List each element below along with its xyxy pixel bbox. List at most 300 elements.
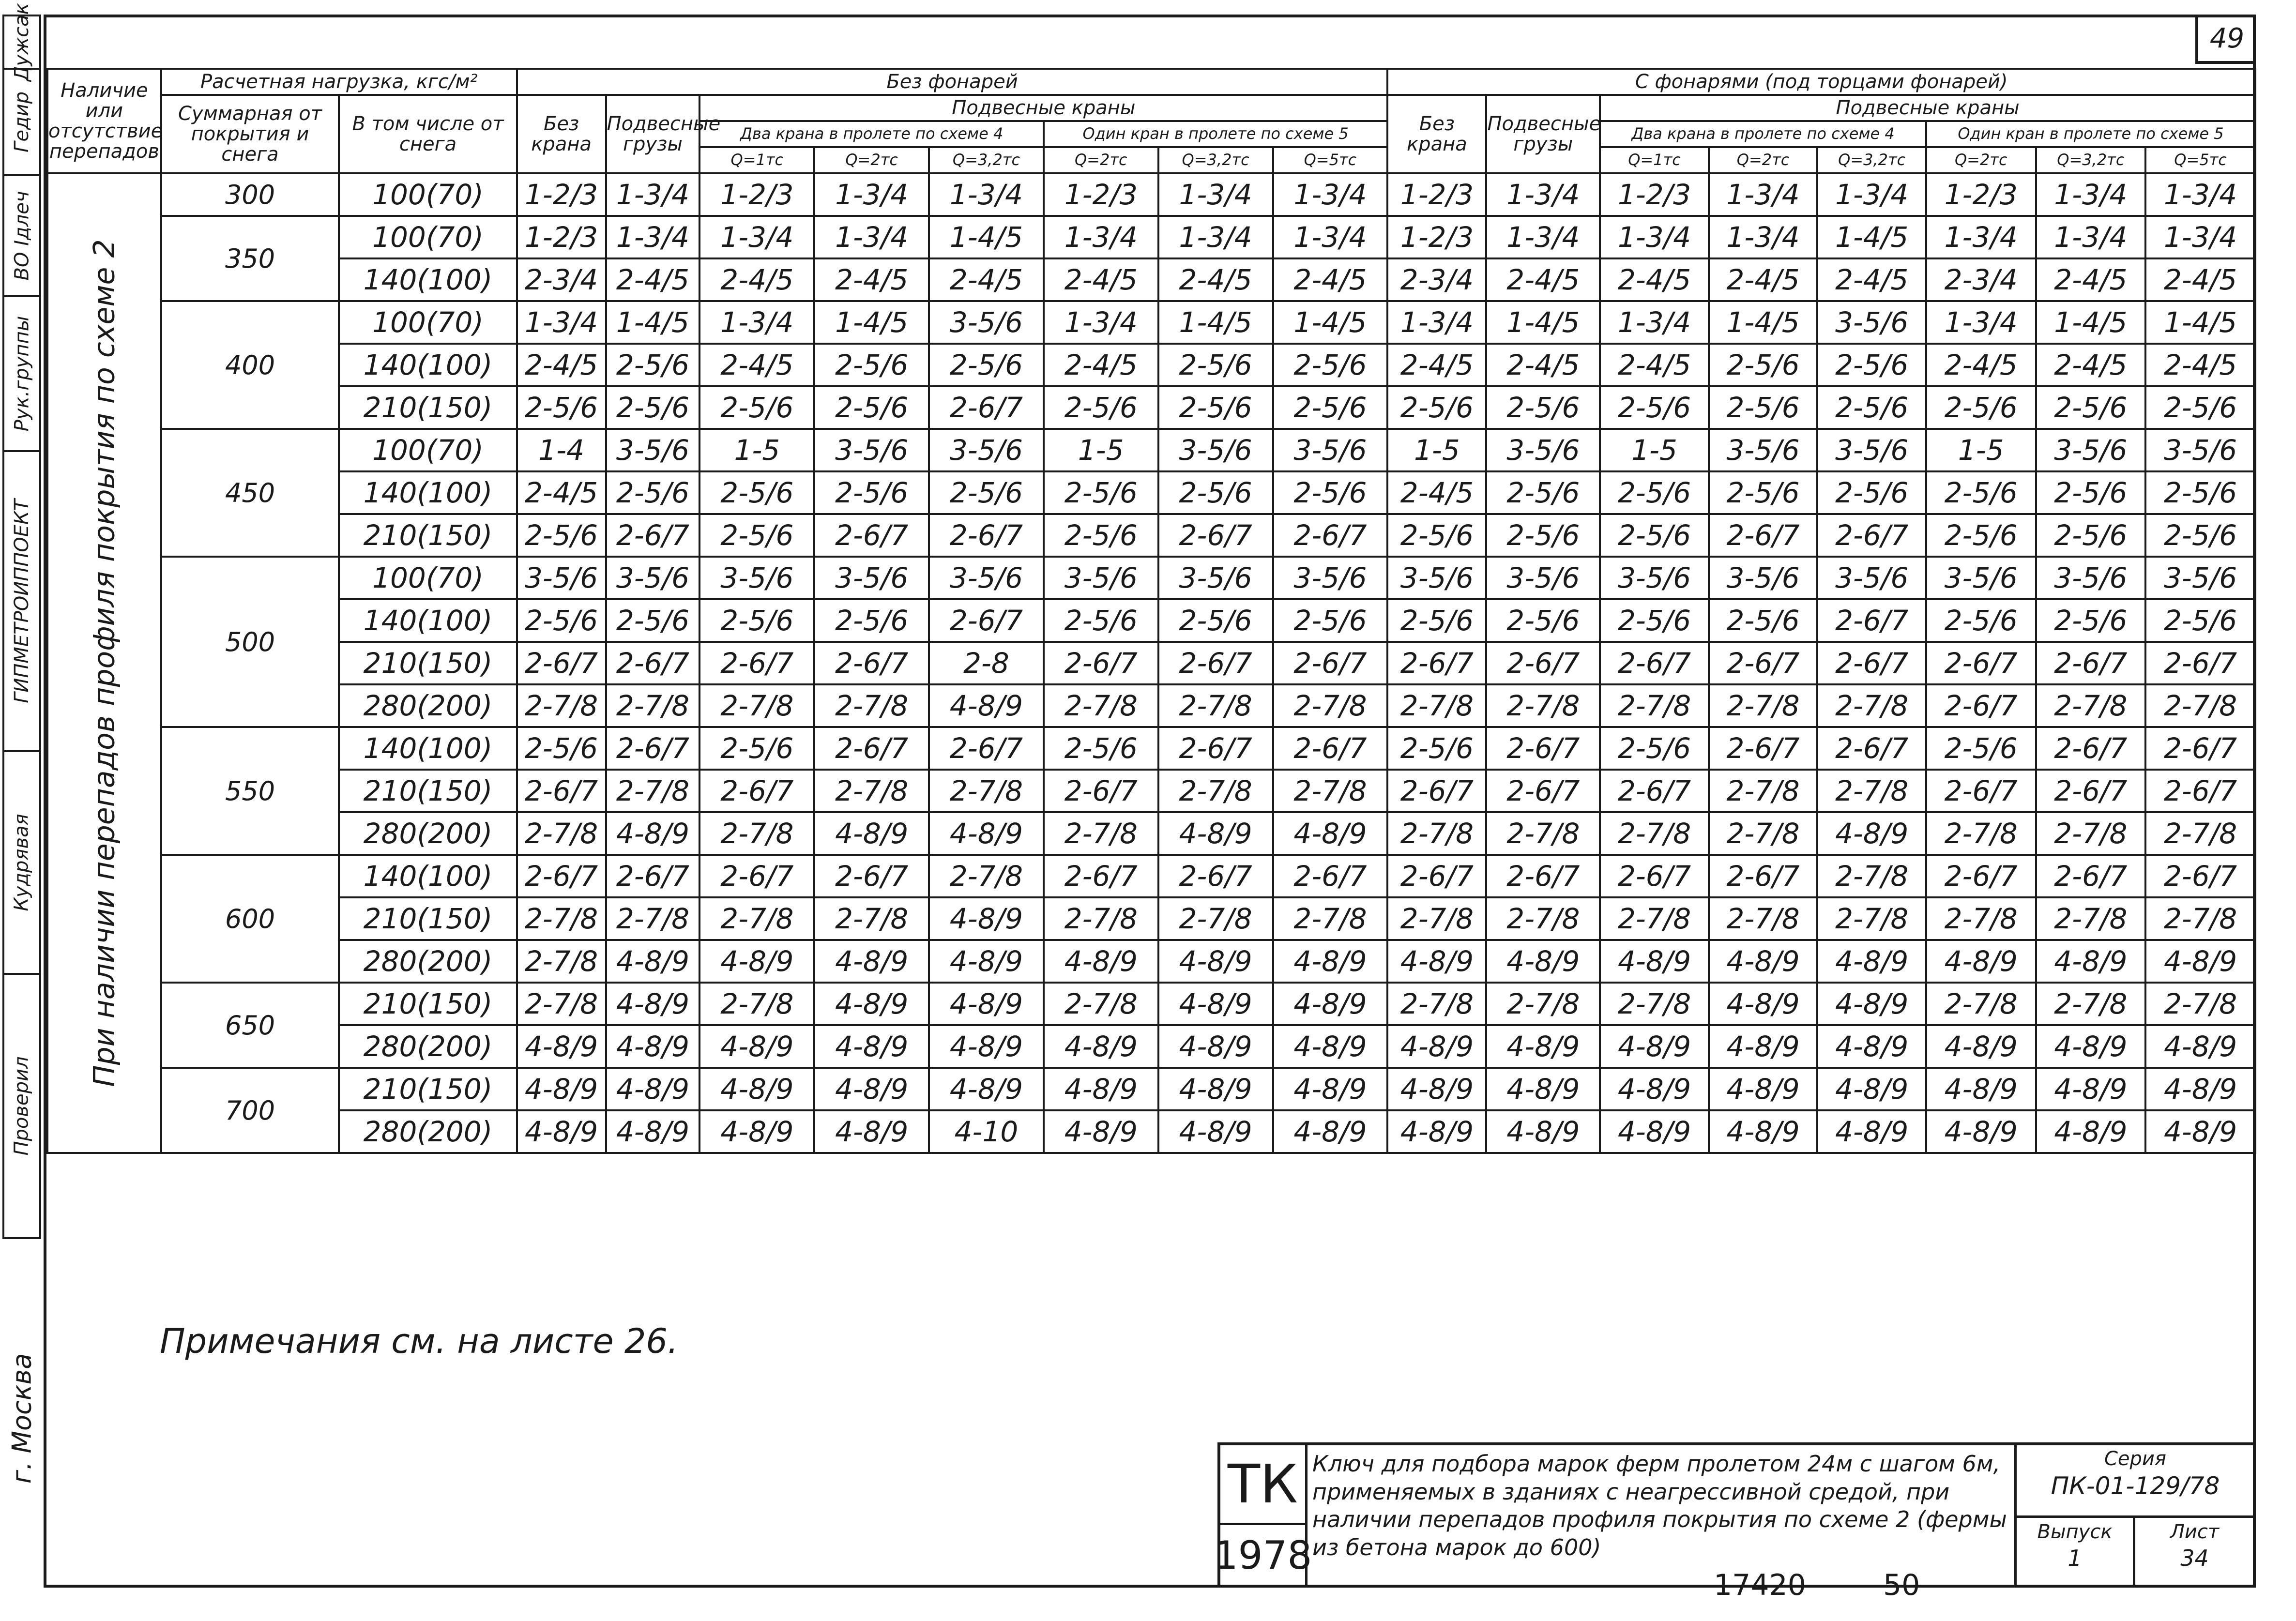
truss-grade-cell: 2-6/7 (606, 514, 700, 557)
truss-grade-cell: 4-8/9 (2036, 1068, 2146, 1110)
truss-grade-cell: 2-7/8 (1600, 983, 1709, 1025)
truss-grade-cell: 4-8/9 (2036, 1025, 2146, 1068)
truss-grade-cell: 2-6/7 (1926, 642, 2036, 684)
header-load: Расчетная нагрузка, кгс/м² (161, 69, 517, 95)
header-one-crane: Один кран в пролете по схеме 5 (1044, 121, 1387, 147)
truss-grade-cell: 2-6/7 (1926, 684, 2036, 727)
truss-grade-cell: 2-6/7 (1486, 727, 1600, 770)
truss-grade-cell: 1-3/4 (1709, 216, 1818, 258)
truss-grade-cell: 2-7/8 (2036, 983, 2146, 1025)
total-load-cell: 400 (161, 301, 339, 429)
series-value: ПК-01-129/78 (2051, 1472, 2220, 1500)
snow-load-cell: 100(70) (339, 557, 517, 599)
tk-mark: ТК (1220, 1445, 1308, 1525)
truss-grade-cell: 2-6/7 (1273, 642, 1388, 684)
truss-grade-cell: 1-2/3 (1387, 216, 1486, 258)
truss-grade-cell: 3-5/6 (1387, 557, 1486, 599)
truss-grade-cell: 2-5/6 (2036, 386, 2146, 429)
truss-grade-cell: 2-6/7 (1817, 642, 1926, 684)
truss-grade-cell: 4-8/9 (1817, 1110, 1926, 1153)
truss-grade-cell: 3-5/6 (1158, 429, 1273, 471)
truss-grade-cell: 2-7/8 (1387, 684, 1486, 727)
truss-grade-cell: 2-6/7 (1044, 770, 1158, 812)
truss-grade-cell: 2-7/8 (1817, 684, 1926, 727)
header-no-crane: Без крана (517, 95, 606, 173)
truss-grade-cell: 4-8/9 (1273, 1025, 1388, 1068)
truss-grade-cell: 2-6/7 (1926, 855, 2036, 897)
table-row (47, 983, 2255, 1025)
table-row (47, 386, 2255, 429)
table-row (47, 897, 2255, 940)
header-two-cranes: Два крана в пролете по схеме 4 (699, 121, 1043, 147)
truss-grade-cell: 2-6/7 (814, 855, 929, 897)
table-row (47, 855, 2255, 897)
snow-load-cell: 140(100) (339, 258, 517, 301)
truss-grade-cell: 2-5/6 (1387, 514, 1486, 557)
truss-grade-cell: 2-7/8 (606, 897, 700, 940)
truss-grade-cell: 2-7/8 (1387, 983, 1486, 1025)
truss-grade-cell: 2-5/6 (1273, 599, 1388, 642)
vertical-condition-label: При наличии перепадов профиля покрытия по схеме 2 (47, 173, 161, 1153)
truss-grade-cell: 4-8/9 (1817, 983, 1926, 1025)
sheet-description: Ключ для подбора марок ферм пролетом 24м с шагом 6м, применяемых в зданиях с неагрессивной средой, при наличии перепадов профиля покрытия по схеме 2 (фермы из бетона марок до 600) (1312, 1451, 2007, 1560)
total-load-cell: 700 (161, 1068, 339, 1153)
header-no-crane-2: Без крана (1387, 95, 1486, 173)
truss-grade-cell: 1-3/4 (699, 301, 814, 344)
truss-grade-cell: 1-5 (1926, 429, 2036, 471)
truss-grade-cell: 4-8/9 (517, 1068, 606, 1110)
truss-grade-cell: 2-6/7 (2145, 770, 2255, 812)
truss-grade-cell: 4-8/9 (1044, 1068, 1158, 1110)
crane-key-table (46, 68, 2256, 1154)
truss-grade-cell: 2-8 (929, 642, 1044, 684)
table-row (47, 642, 2255, 684)
truss-grade-cell: 2-7/8 (517, 983, 606, 1025)
truss-grade-cell: 2-7/8 (2145, 897, 2255, 940)
truss-grade-cell: 4-8/9 (814, 1068, 929, 1110)
truss-grade-cell: 2-7/8 (1273, 897, 1388, 940)
truss-grade-cell: 2-4/5 (1387, 344, 1486, 386)
truss-grade-cell: 2-7/8 (1817, 897, 1926, 940)
truss-grade-cell: 2-6/7 (2036, 642, 2146, 684)
truss-grade-cell: 2-5/6 (1044, 727, 1158, 770)
header-no-lanterns: Без фонарей (517, 69, 1388, 95)
truss-grade-cell: 4-8/9 (1817, 1068, 1926, 1110)
truss-grade-cell: 2-7/8 (1273, 684, 1388, 727)
truss-grade-cell: 2-7/8 (1158, 897, 1273, 940)
truss-grade-cell: 4-8/9 (1600, 1110, 1709, 1153)
truss-grade-cell: 3-5/6 (606, 429, 700, 471)
truss-grade-cell: 2-7/8 (929, 855, 1044, 897)
truss-grade-cell: 1-5 (1387, 429, 1486, 471)
truss-grade-cell: 4-8/9 (1486, 1068, 1600, 1110)
table-row (47, 216, 2255, 258)
truss-grade-cell: 1-3/4 (1486, 173, 1600, 216)
truss-grade-cell: 2-5/6 (1387, 599, 1486, 642)
truss-grade-cell: 2-5/6 (814, 471, 929, 514)
truss-grade-cell: 4-8/9 (1158, 983, 1273, 1025)
truss-grade-cell: 2-6/7 (2145, 642, 2255, 684)
truss-grade-cell: 1-3/4 (2145, 173, 2255, 216)
truss-grade-cell: 2-5/6 (814, 344, 929, 386)
truss-grade-cell: 4-8/9 (929, 1025, 1044, 1068)
truss-grade-cell: 1-4/5 (1709, 301, 1818, 344)
truss-grade-cell: 4-8/9 (814, 1025, 929, 1068)
truss-grade-cell: 2-4/5 (2036, 344, 2146, 386)
header-with-lanterns: С фонарями (под торцами фонарей) (1387, 69, 2255, 95)
truss-grade-cell: 1-2/3 (1600, 173, 1709, 216)
header-q-label: Q=2тс (1044, 147, 1158, 173)
truss-grade-cell: 4-8/9 (1817, 812, 1926, 855)
total-load-cell: 600 (161, 855, 339, 983)
footer-code: 17420 (1714, 1568, 1806, 1602)
footer-num: 50 (1883, 1568, 1920, 1602)
truss-grade-cell: 2-5/6 (517, 599, 606, 642)
truss-grade-cell: 2-4/5 (1486, 258, 1600, 301)
truss-grade-cell: 1-3/4 (1387, 301, 1486, 344)
truss-grade-cell: 2-4/5 (1044, 258, 1158, 301)
truss-grade-cell: 2-5/6 (1486, 599, 1600, 642)
header-hanging-loads: Подвесные грузы (606, 95, 700, 173)
truss-grade-cell: 4-8/9 (2036, 1110, 2146, 1153)
table-row (47, 1110, 2255, 1153)
truss-grade-cell: 2-7/8 (1387, 812, 1486, 855)
truss-grade-cell: 3-5/6 (1817, 301, 1926, 344)
truss-grade-cell: 2-5/6 (1486, 386, 1600, 429)
truss-grade-cell: 4-8/9 (1709, 1025, 1818, 1068)
truss-grade-cell: 1-3/4 (2036, 173, 2146, 216)
total-load-cell: 300 (161, 173, 339, 216)
truss-grade-cell: 3-5/6 (814, 557, 929, 599)
side-signature-strip (0, 3, 44, 1588)
truss-grade-cell: 2-5/6 (1158, 386, 1273, 429)
truss-grade-cell: 4-8/9 (699, 940, 814, 983)
truss-grade-cell: 1-2/3 (517, 216, 606, 258)
truss-grade-cell: 2-6/7 (1486, 855, 1600, 897)
header-q-label: Q=5тс (2145, 147, 2255, 173)
truss-grade-cell: 2-3/4 (1387, 258, 1486, 301)
header-q-label: Q=1тс (699, 147, 814, 173)
truss-grade-cell: 2-7/8 (699, 684, 814, 727)
truss-grade-cell: 1-4/5 (814, 301, 929, 344)
header-hanging-cranes-2: Подвесные краны (1600, 95, 2255, 121)
total-load-cell: 650 (161, 983, 339, 1068)
truss-grade-cell: 2-7/8 (1273, 770, 1388, 812)
truss-grade-cell: 1-3/4 (2145, 216, 2255, 258)
truss-grade-cell: 2-7/8 (1044, 983, 1158, 1025)
truss-grade-cell: 1-4/5 (606, 301, 700, 344)
truss-grade-cell: 4-8/9 (1926, 1110, 2036, 1153)
truss-grade-cell: 3-5/6 (1709, 557, 1818, 599)
truss-grade-cell: 2-6/7 (929, 599, 1044, 642)
truss-grade-cell: 2-6/7 (1158, 642, 1273, 684)
truss-grade-cell: 3-5/6 (517, 557, 606, 599)
truss-grade-cell: 2-6/7 (699, 770, 814, 812)
truss-grade-cell: 2-6/7 (1926, 770, 2036, 812)
truss-grade-cell: 4-8/9 (814, 812, 929, 855)
header-one-crane-2: Один кран в пролете по схеме 5 (1926, 121, 2255, 147)
header-q-label: Q=3,2тс (929, 147, 1044, 173)
truss-grade-cell: 2-7/8 (2036, 897, 2146, 940)
table-row (47, 514, 2255, 557)
truss-grade-cell: 4-8/9 (1709, 983, 1818, 1025)
snow-load-cell: 210(150) (339, 514, 517, 557)
truss-grade-cell: 4-8/9 (1817, 940, 1926, 983)
truss-grade-cell: 2-6/7 (1273, 727, 1388, 770)
truss-grade-cell: 2-6/7 (1817, 727, 1926, 770)
truss-grade-cell: 4-8/9 (1044, 1110, 1158, 1153)
issue-cell: Выпуск 1 (2017, 1518, 2135, 1586)
header-two-cranes-2: Два крана в пролете по схеме 4 (1600, 121, 1926, 147)
truss-grade-cell: 3-5/6 (1044, 557, 1158, 599)
side-cell: Проверил (2, 973, 41, 1239)
table-row (47, 429, 2255, 471)
truss-grade-cell: 2-6/7 (1044, 642, 1158, 684)
truss-grade-cell: 1-5 (1044, 429, 1158, 471)
truss-grade-cell: 2-6/7 (517, 855, 606, 897)
truss-grade-cell: 4-8/9 (1600, 1068, 1709, 1110)
truss-grade-cell: 1-3/4 (2036, 216, 2146, 258)
truss-grade-cell: 2-5/6 (814, 599, 929, 642)
truss-grade-cell: 1-3/4 (814, 173, 929, 216)
truss-grade-cell: 2-5/6 (2036, 471, 2146, 514)
truss-grade-cell: 2-4/5 (2145, 258, 2255, 301)
truss-grade-cell: 3-5/6 (1817, 557, 1926, 599)
truss-grade-cell: 2-6/7 (1486, 770, 1600, 812)
truss-grade-cell: 2-5/6 (517, 514, 606, 557)
truss-grade-cell: 4-8/9 (1158, 940, 1273, 983)
truss-grade-cell: 2-7/8 (1044, 684, 1158, 727)
truss-grade-cell: 3-5/6 (929, 301, 1044, 344)
truss-grade-cell: 1-4 (517, 429, 606, 471)
truss-grade-cell: 2-6/7 (1817, 599, 1926, 642)
truss-grade-cell: 4-8/9 (606, 1068, 700, 1110)
truss-grade-cell: 4-8/9 (1709, 940, 1818, 983)
truss-grade-cell: 1-3/4 (1600, 216, 1709, 258)
truss-grade-cell: 2-7/8 (1926, 812, 2036, 855)
truss-grade-cell: 2-5/6 (606, 386, 700, 429)
truss-grade-cell: 2-7/8 (1817, 855, 1926, 897)
truss-grade-cell: 4-8/9 (2145, 1068, 2255, 1110)
truss-grade-cell: 2-5/6 (2036, 514, 2146, 557)
truss-grade-cell: 1-3/4 (606, 173, 700, 216)
truss-grade-cell: 2-4/5 (1926, 344, 2036, 386)
truss-grade-cell: 4-8/9 (814, 983, 929, 1025)
truss-grade-cell: 2-5/6 (1926, 471, 2036, 514)
truss-grade-cell: 2-5/6 (1273, 386, 1388, 429)
truss-grade-cell: 1-3/4 (1044, 216, 1158, 258)
truss-grade-cell: 2-6/7 (1709, 514, 1818, 557)
truss-grade-cell: 4-8/9 (606, 1025, 700, 1068)
truss-grade-cell: 2-6/7 (606, 855, 700, 897)
truss-grade-cell: 2-5/6 (1387, 386, 1486, 429)
truss-grade-cell: 1-3/4 (1273, 216, 1388, 258)
truss-grade-cell: 2-4/5 (1158, 258, 1273, 301)
truss-grade-cell: 1-3/4 (1709, 173, 1818, 216)
truss-grade-cell: 2-4/5 (517, 344, 606, 386)
truss-grade-cell: 2-5/6 (699, 514, 814, 557)
truss-grade-cell: 4-8/9 (1044, 1025, 1158, 1068)
truss-grade-cell: 4-8/9 (1600, 1025, 1709, 1068)
truss-grade-cell: 2-5/6 (1273, 471, 1388, 514)
truss-grade-cell: 2-3/4 (1926, 258, 2036, 301)
truss-grade-cell: 4-8/9 (1926, 1068, 2036, 1110)
truss-grade-cell: 2-7/8 (517, 897, 606, 940)
truss-grade-cell: 4-8/9 (517, 1025, 606, 1068)
truss-grade-cell: 2-5/6 (699, 471, 814, 514)
truss-grade-cell: 2-4/5 (2036, 258, 2146, 301)
truss-grade-cell: 2-6/7 (929, 386, 1044, 429)
header-total: Суммарная от покрытия и снега (161, 95, 339, 173)
truss-grade-cell: 2-5/6 (1486, 471, 1600, 514)
side-cell: ГИПМЕТРОИППОЕКТ (2, 450, 41, 750)
side-cell: Кудрявая (2, 750, 41, 973)
side-cell: Рук.группы (2, 295, 41, 450)
truss-grade-cell: 4-8/9 (606, 812, 700, 855)
truss-grade-cell: 2-6/7 (1273, 514, 1388, 557)
truss-grade-cell: 4-8/9 (1926, 940, 2036, 983)
truss-grade-cell: 2-4/5 (1600, 344, 1709, 386)
snow-load-cell: 210(150) (339, 642, 517, 684)
truss-grade-cell: 3-5/6 (1817, 429, 1926, 471)
truss-grade-cell: 2-6/7 (814, 514, 929, 557)
truss-grade-cell: 2-5/6 (1044, 471, 1158, 514)
truss-grade-cell: 4-8/9 (1273, 940, 1388, 983)
snow-load-cell: 100(70) (339, 216, 517, 258)
truss-grade-cell: 1-4/5 (929, 216, 1044, 258)
truss-grade-cell: 1-3/4 (517, 301, 606, 344)
truss-grade-cell: 2-4/5 (814, 258, 929, 301)
truss-grade-cell: 2-6/7 (2036, 855, 2146, 897)
truss-grade-cell: 3-5/6 (1486, 557, 1600, 599)
truss-grade-cell: 2-5/6 (929, 471, 1044, 514)
truss-grade-cell: 1-2/3 (1387, 173, 1486, 216)
truss-grade-cell: 3-5/6 (606, 557, 700, 599)
truss-grade-cell: 2-5/6 (2145, 386, 2255, 429)
truss-grade-cell: 4-8/9 (814, 1110, 929, 1153)
snow-load-cell: 140(100) (339, 471, 517, 514)
table-row (47, 344, 2255, 386)
snow-load-cell: 100(70) (339, 429, 517, 471)
title-block (1213, 1442, 2256, 1588)
truss-grade-cell: 1-3/4 (929, 173, 1044, 216)
truss-grade-cell: 2-7/8 (1709, 897, 1818, 940)
truss-grade-cell: 3-5/6 (2145, 557, 2255, 599)
snow-load-cell: 210(150) (339, 770, 517, 812)
truss-grade-cell: 3-5/6 (2036, 429, 2146, 471)
total-load-cell: 550 (161, 727, 339, 855)
truss-grade-cell: 2-5/6 (1709, 471, 1818, 514)
truss-grade-cell: 2-5/6 (1600, 599, 1709, 642)
truss-grade-cell: 2-6/7 (1158, 855, 1273, 897)
table-row (47, 258, 2255, 301)
snow-load-cell: 140(100) (339, 855, 517, 897)
truss-grade-cell: 2-6/7 (517, 770, 606, 812)
truss-grade-cell: 4-8/9 (929, 940, 1044, 983)
truss-grade-cell: 4-8/9 (929, 812, 1044, 855)
truss-grade-cell: 2-6/7 (2145, 855, 2255, 897)
truss-grade-cell: 4-8/9 (699, 1068, 814, 1110)
truss-grade-cell: 2-6/7 (1044, 855, 1158, 897)
truss-grade-cell: 2-4/5 (606, 258, 700, 301)
snow-load-cell: 210(150) (339, 897, 517, 940)
truss-grade-cell: 2-7/8 (2145, 983, 2255, 1025)
truss-grade-cell: 4-10 (929, 1110, 1044, 1153)
truss-grade-cell: 4-8/9 (1158, 1068, 1273, 1110)
table-row (47, 812, 2255, 855)
truss-grade-cell: 2-7/8 (517, 812, 606, 855)
truss-grade-cell: 3-5/6 (1709, 429, 1818, 471)
truss-grade-cell: 1-3/4 (1044, 301, 1158, 344)
truss-grade-cell: 2-5/6 (517, 386, 606, 429)
truss-grade-cell: 2-7/8 (699, 983, 814, 1025)
truss-grade-cell: 2-7/8 (1600, 684, 1709, 727)
truss-grade-cell: 4-8/9 (929, 1068, 1044, 1110)
side-cell: ВО Ідлеч (2, 174, 41, 295)
total-load-cell: 350 (161, 216, 339, 301)
truss-grade-cell: 1-3/4 (1158, 173, 1273, 216)
truss-grade-cell: 4-8/9 (1387, 1068, 1486, 1110)
truss-grade-cell: 2-7/8 (606, 684, 700, 727)
truss-grade-cell: 2-7/8 (1600, 812, 1709, 855)
truss-grade-cell: 2-6/7 (1486, 642, 1600, 684)
truss-grade-cell: 3-5/6 (1486, 429, 1600, 471)
truss-grade-cell: 4-8/9 (929, 897, 1044, 940)
truss-grade-cell: 2-7/8 (1486, 897, 1600, 940)
truss-grade-cell: 2-6/7 (1709, 727, 1818, 770)
truss-grade-cell: 1-4/5 (2036, 301, 2146, 344)
truss-grade-cell: 2-4/5 (1273, 258, 1388, 301)
truss-grade-cell: 4-8/9 (1158, 812, 1273, 855)
truss-grade-cell: 2-5/6 (814, 386, 929, 429)
truss-grade-cell: 2-4/5 (1486, 344, 1600, 386)
series-block (2014, 1445, 2254, 1586)
truss-grade-cell: 1-2/3 (1926, 173, 2036, 216)
truss-grade-cell: 4-8/9 (1273, 983, 1388, 1025)
truss-grade-cell: 4-8/9 (1486, 940, 1600, 983)
truss-grade-cell: 2-7/8 (517, 940, 606, 983)
truss-grade-cell: 2-5/6 (699, 386, 814, 429)
truss-grade-cell: 4-8/9 (606, 983, 700, 1025)
truss-grade-cell: 2-7/8 (2145, 684, 2255, 727)
truss-grade-cell: 2-5/6 (1709, 599, 1818, 642)
truss-grade-cell: 1-2/3 (1044, 173, 1158, 216)
header-q-label: Q=3,2тс (2036, 147, 2146, 173)
snow-load-cell: 100(70) (339, 301, 517, 344)
truss-grade-cell: 2-5/6 (1158, 344, 1273, 386)
truss-grade-cell: 2-7/8 (814, 897, 929, 940)
snow-load-cell: 210(150) (339, 983, 517, 1025)
truss-grade-cell: 2-6/7 (606, 727, 700, 770)
truss-grade-cell: 2-5/6 (606, 344, 700, 386)
truss-grade-cell: 3-5/6 (2145, 429, 2255, 471)
truss-grade-cell: 2-5/6 (1600, 471, 1709, 514)
header-hanging-cranes: Подвесные краны (699, 95, 1387, 121)
truss-grade-cell: 2-7/8 (1486, 812, 1600, 855)
truss-grade-cell: 2-7/8 (1044, 812, 1158, 855)
truss-grade-cell: 4-8/9 (2145, 940, 2255, 983)
truss-grade-cell: 3-5/6 (1600, 557, 1709, 599)
truss-grade-cell: 2-4/5 (1709, 258, 1818, 301)
truss-grade-cell: 2-7/8 (517, 684, 606, 727)
header-q-label: Q=1тс (1600, 147, 1709, 173)
truss-grade-cell: 2-4/5 (1600, 258, 1709, 301)
truss-grade-cell: 2-5/6 (1709, 344, 1818, 386)
truss-grade-cell: 2-4/5 (1387, 471, 1486, 514)
truss-grade-cell: 2-7/8 (1158, 770, 1273, 812)
snow-load-cell: 280(200) (339, 812, 517, 855)
table-row (47, 599, 2255, 642)
